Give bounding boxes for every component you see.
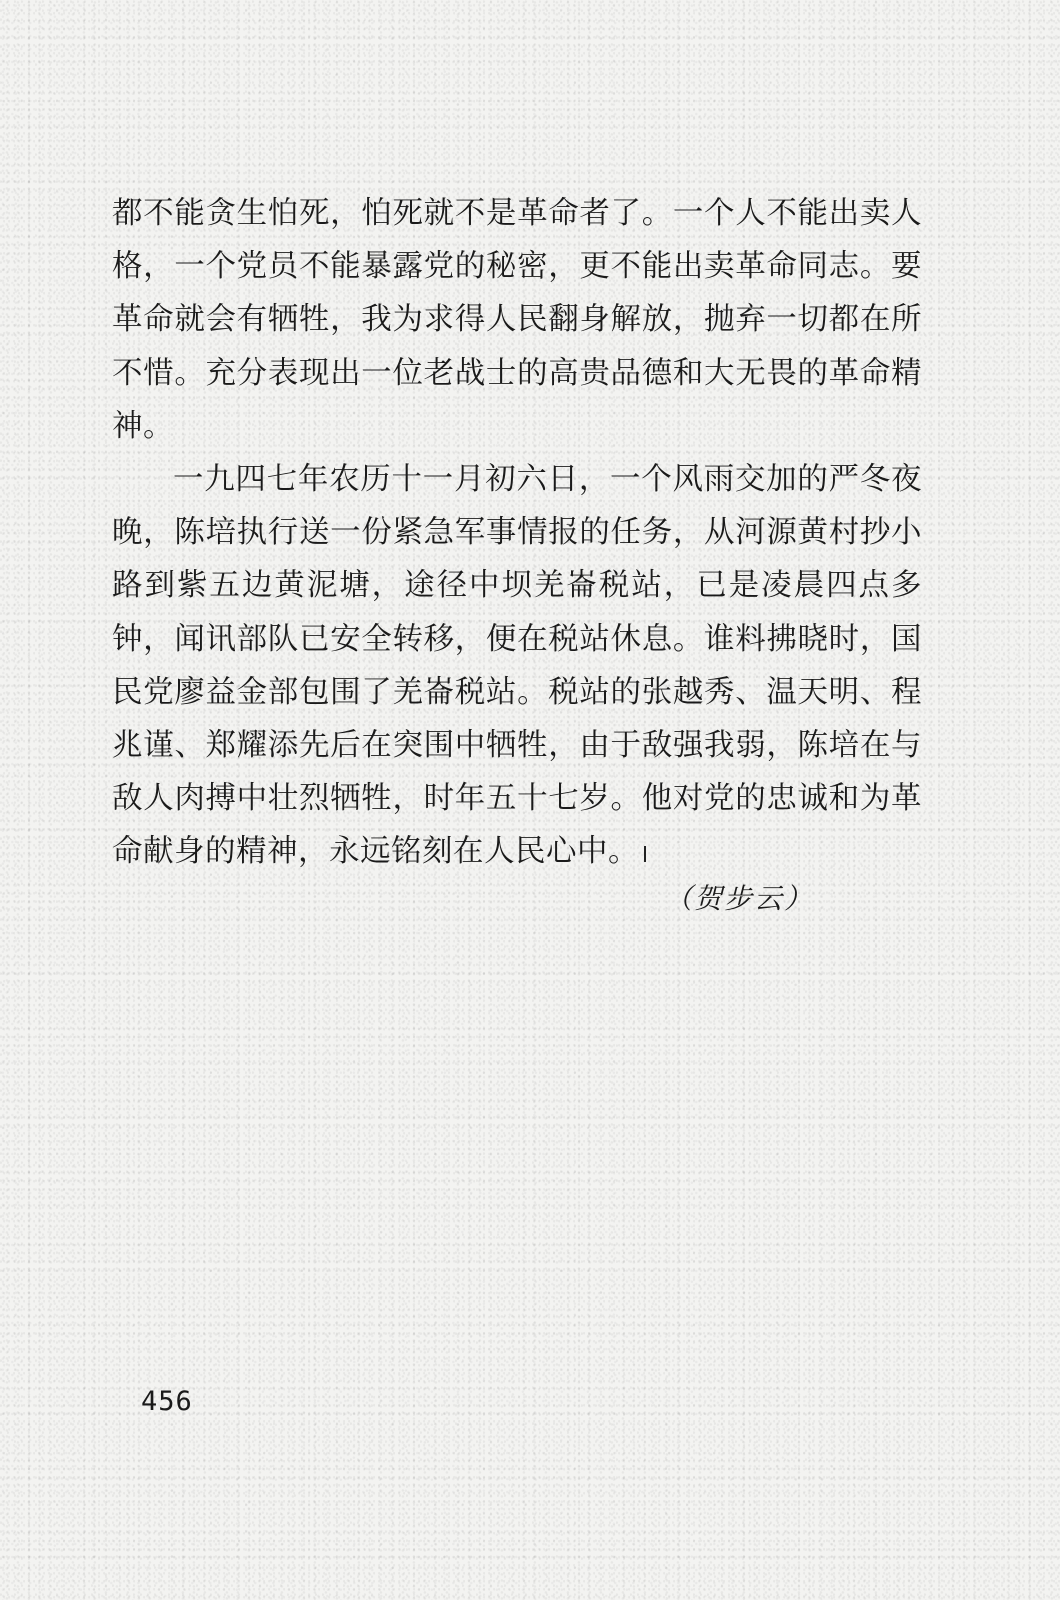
stray-mark	[644, 846, 646, 862]
page-number: 456	[141, 1386, 193, 1417]
paragraph-continued: 都不能贪生怕死，怕死就不是革命者了。一个人不能出卖人格，一个党员不能暴露党的秘密，更不能出卖革命同志。要革命就会有牺牲，我为求得人民翻身解放，抛弃一切都在所不惜。充分表现出一位老战士的高贵品德和大无畏的革命精神。	[112, 196, 922, 444]
paragraph: 一九四七年农历十一月初六日，一个风雨交加的严冬夜晚，陈培执行送一份紧急军事情报的任务，从河源黄村抄小路到紫五边黄泥塘，途径中坝羌崙税站，已是凌晨四点多钟，闻讯部队已安全转移，便在税站休息。谁料拂晓时，国民党廖益金部包围了羌崙税站。税站的张越秀、温天明、程兆谨、郑耀添先后在突围中牺牲，由于敌强我弱，陈培在与敌人肉搏中壮烈牺牲，时年五十七岁。他对党的忠诚和为革命献身的精神，永远铭刻在人民心中。	[112, 462, 922, 870]
body-text	[112, 187, 922, 879]
author-byline: （贺步云）	[664, 882, 815, 915]
